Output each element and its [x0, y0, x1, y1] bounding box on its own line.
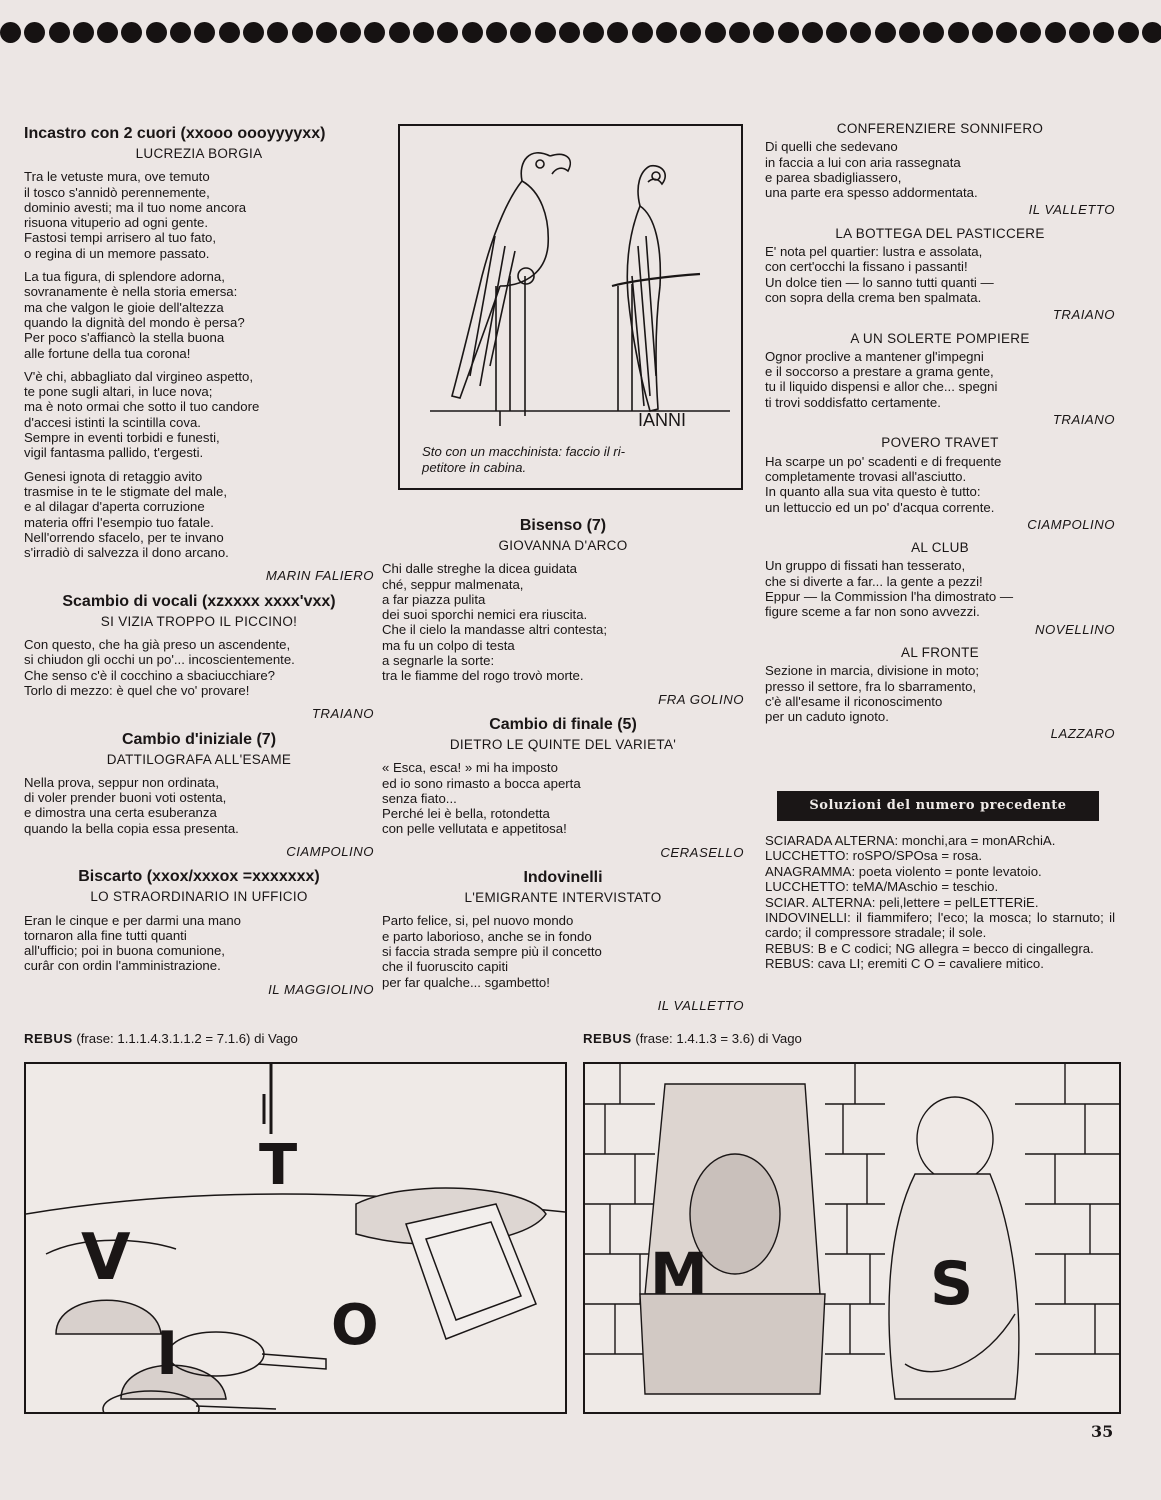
rebus2-letter-m: M [650, 1240, 708, 1308]
verse-line: quando la bella copia essa presenta. [24, 820, 239, 836]
border-dot [292, 22, 313, 43]
verse-line: Eppur — la Commission l'ha dimostrato — [765, 589, 1014, 605]
puzzle-subtitle: LUCREZIA BORGIA [135, 146, 263, 161]
border-dot [680, 22, 701, 43]
stanza [24, 369, 374, 461]
cartoon-signature: IANNI [638, 410, 687, 430]
verse-line: s'irradiò di salvezza il dono arcano. [24, 545, 229, 561]
verse-line: in faccia a lui con aria rassegnata [765, 154, 961, 170]
short-poem [765, 540, 1115, 637]
verse-line: ma che valgon le gioie dell'altezza [24, 299, 224, 315]
author-name: NOVELLINO [1035, 621, 1115, 637]
verse-line: che il fuoruscito capiti [382, 959, 509, 975]
author-name: IL VALLETTO [1028, 202, 1115, 218]
verse-line: Fastosi tempi arrisero al tuo fato, [24, 230, 217, 246]
author-name: CIAMPOLINO [286, 843, 374, 859]
rebus2-panel [583, 1062, 1121, 1414]
verse-line: tra le fiamme del rogo trovò morte. [382, 668, 584, 684]
verse-line: ma fu un colpo di testa [382, 637, 515, 653]
author-name: TRAIANO [1052, 412, 1115, 428]
column-2 [382, 516, 744, 1021]
border-dot [462, 22, 483, 43]
puzzle-title: Indovinelli [523, 869, 603, 887]
border-dot [948, 22, 969, 43]
verse-line: si faccia strada sempre più il concetto [382, 943, 602, 959]
puzzle-title: Cambio di finale (5) [489, 715, 637, 733]
puzzle-subtitle: DATTILOGRAFA ALL'ESAME [106, 751, 292, 767]
puzzle-title: Biscarto (xxox/xxxox =xxxxxxx) [78, 868, 320, 886]
poem-title: AL FRONTE [901, 644, 979, 660]
verse-line: Con questo, che ha già preso un ascendente, [24, 637, 291, 653]
stanza [24, 269, 374, 361]
border-dot [875, 22, 896, 43]
verse-line: una parte era spesso addormentata. [765, 185, 978, 201]
border-dot [899, 22, 920, 43]
verse-line: Un dolce tien — lo sanno tutti quanti — [765, 274, 994, 290]
border-dot [996, 22, 1017, 43]
page-number: 35 [1091, 1422, 1114, 1441]
stanza [24, 469, 374, 561]
rebus2-label [583, 1031, 802, 1046]
poem-title: POVERO TRAVET [881, 435, 999, 451]
solution-item: REBUS: B e C codici; NG allegra = becco di cingallegra. [765, 940, 1094, 956]
verse-line: Ognor proclive a mantener gl'impegni [765, 348, 984, 364]
border-dot [1045, 22, 1066, 43]
solution-item: REBUS: cava LI; eremiti C O = cavaliere mitico. [765, 956, 1044, 972]
border-dot [219, 22, 240, 43]
border-dot [170, 22, 191, 43]
verse-line: un lettuccio ed un po' d'acqua corrente. [765, 499, 995, 515]
border-dot [340, 22, 361, 43]
stanza [382, 561, 744, 683]
verse-line: e dimostra una certa esuberanza [24, 805, 217, 821]
solution-item: SCIARADA ALTERNA: monchi,ara = monARchiA. [765, 833, 1056, 848]
stanza [24, 637, 374, 698]
verse-line: ché, seppur malmenata, [382, 576, 524, 592]
verse-line: e parto laborioso, anche se in fondo [382, 928, 592, 944]
border-dot [389, 22, 410, 43]
author-name: MARIN FALIERO [265, 568, 374, 584]
border-dot [267, 22, 288, 43]
verse-line: il tosco s'annidò perennemente, [24, 184, 210, 200]
rebus1-illustration [26, 1064, 565, 1412]
border-dot [972, 22, 993, 43]
border-dot [729, 22, 750, 43]
rebus2-illustration [585, 1064, 1119, 1412]
border-dot [73, 22, 94, 43]
verse-line: c'è all'esame il riconoscimento [765, 693, 943, 709]
verse-line: che si diverte a far... la gente a pezzi! [765, 573, 983, 589]
puzzle-subtitle: DIETRO LE QUINTE DEL VARIETA' [449, 736, 677, 752]
author-name: TRAIANO [311, 706, 374, 722]
verse-line: materia offri l'esempio tuo fatale. [24, 514, 214, 530]
verse-line: Chi dalle streghe la dicea guidata [382, 561, 578, 577]
column-3 [765, 121, 1115, 750]
rebus2-letter-s: S [930, 1249, 974, 1319]
verse-line: V'è chi, abbagliato dal virgineo aspetto, [24, 368, 254, 384]
border-dot [24, 22, 45, 43]
rebus1-letter-t: T [259, 1133, 298, 1198]
border-dot [510, 22, 531, 43]
verse-line: vigil fantasma pallido, t'ergesti. [24, 445, 204, 461]
border-dot [1020, 22, 1041, 43]
border-dot [535, 22, 556, 43]
puzzle-title: Cambio d'iniziale (7) [121, 730, 277, 748]
border-dot [923, 22, 944, 43]
poem-title: AL CLUB [911, 540, 969, 556]
verse-line: ma è noto ormai che sotto il tuo candore [24, 399, 260, 415]
border-dot [97, 22, 118, 43]
verse-line: trasmise in te le stigmate del male, [24, 483, 228, 499]
border-dot [243, 22, 264, 43]
dotted-border [0, 22, 1161, 52]
verse-line: Sempre in eventi torbidi e funesti, [24, 430, 220, 446]
border-dot [1118, 22, 1139, 43]
verse-line: Eran le cinque e per darmi una mano [24, 912, 241, 928]
verse-line: Tra le vetuste mura, ove temuto [24, 169, 210, 185]
verse-line: di voler prender buoni voti ostenta, [24, 790, 227, 806]
verse-line: Nella prova, seppur non ordinata, [24, 774, 220, 790]
border-dot [802, 22, 823, 43]
solution-item: SCIAR. ALTERNA: peli,lettere = pelLETTERiE. [765, 894, 1039, 910]
verse-line: Genesi ignota di retaggio avito [24, 468, 203, 484]
border-dot [1093, 22, 1114, 43]
author-name: CIAMPOLINO [1027, 516, 1115, 532]
verse-line: ti trovi soddisfatto certamente. [765, 394, 941, 410]
verse-line: ed io sono rimasto a bocca aperta [382, 775, 581, 791]
poem-title: CONFERENZIERE SONNIFERO [836, 121, 1044, 136]
stanza [24, 775, 374, 836]
border-dot [1069, 22, 1090, 43]
verse-line: « Esca, esca! » mi ha imposto [382, 760, 558, 776]
solution-item: LUCCHETTO: teMA/MAschio = teschio. [765, 879, 999, 895]
verse-line: all'ufficio; poi in buona comunione, [24, 943, 225, 959]
border-dot [0, 22, 21, 43]
rebus1-letter-v: V [81, 1221, 131, 1295]
verse-line: alle fortune della tua corona! [24, 345, 191, 361]
author-name: FRA GOLINO [658, 691, 744, 707]
verse-line: o regina di un memore passato. [24, 245, 210, 261]
poem-title: A UN SOLERTE POMPIERE [850, 330, 1030, 346]
stanza [24, 169, 374, 261]
verse-line: tu il liquido dispensi e allor che... spegni [765, 379, 998, 395]
parrot-cartoon [398, 124, 743, 490]
verse-line: e parea sbadigliassero, [765, 169, 902, 185]
puzzle-title: Incastro con 2 cuori (xxooo oooyyyyxx) [24, 125, 326, 142]
stanza [382, 913, 744, 989]
puzzle-title: Bisenso (7) [519, 517, 607, 534]
caption-line: petitore in cabina. [422, 460, 527, 475]
border-dot [583, 22, 604, 43]
border-dot [705, 22, 726, 43]
verse-line: Sezione in marcia, divisione in moto; [765, 663, 980, 679]
verse-line: a segnarle la sorte: [382, 653, 495, 669]
puzzle-title: Scambio di vocali (xzxxxx xxxx'vxx) [62, 592, 336, 610]
rebus2-title: REBUS [583, 1031, 632, 1046]
author-name: LAZZARO [1050, 726, 1115, 742]
puzzle-subtitle: LO STRAORDINARIO IN UFFICIO [90, 889, 308, 905]
border-dot [850, 22, 871, 43]
border-dot [364, 22, 385, 43]
short-poem [765, 331, 1115, 428]
author-name: IL VALLETTO [657, 997, 744, 1013]
rebus1-panel [24, 1062, 567, 1414]
verse-line: Che senso c'è il cocchino a sbaciucchiare? [24, 667, 276, 683]
border-dot [559, 22, 580, 43]
short-poem [765, 435, 1115, 532]
verse-line: presso il settore, fra lo sbarramento, [765, 678, 977, 694]
border-dot [486, 22, 507, 43]
verse-line: per un caduto ignoto. [765, 709, 889, 725]
solutions-list [765, 833, 1115, 972]
border-dot [316, 22, 337, 43]
solution-item: INDOVINELLI: il fiammifero; l'eco; la mosca; lo starnuto; il cardo; il compressore stradale; il sole. [765, 910, 1115, 941]
puzzle-subtitle: SI VIZIA TROPPO IL PICCINO! [100, 613, 298, 629]
verse-line: te pone sugli altari, in luce nova; [24, 384, 213, 400]
parrots-illustration [400, 126, 741, 436]
solutions-header: Soluzioni del numero precedente [777, 791, 1099, 821]
verse-line: La tua figura, di splendore adorna, [24, 269, 225, 285]
rebus2-info: (frase: 1.4.1.3 = 3.6) di Vago [635, 1031, 802, 1046]
rebus1-title: REBUS [24, 1031, 73, 1046]
verse-line: dominio avesti; ma il tuo nome ancora [24, 199, 247, 215]
border-dot [49, 22, 70, 43]
verse-line: d'accesi istinti la scintilla cova. [24, 414, 201, 430]
verse-line: senza fiato... [382, 790, 457, 806]
verse-line: E' nota pel quartier: lustra e assolata, [765, 244, 983, 260]
short-poem [765, 226, 1115, 323]
border-dot [778, 22, 799, 43]
verse-line: Torlo di mezzo: è quel che vo' provare! [24, 682, 250, 698]
verse-line: risuona vituperio ad ogni gente. [24, 215, 209, 231]
stanza [382, 760, 744, 836]
short-poem [765, 121, 1115, 218]
border-dot [632, 22, 653, 43]
author-name: CERASELLO [660, 844, 744, 860]
poem-title: LA BOTTEGA DEL PASTICCERE [835, 225, 1045, 241]
border-dot [146, 22, 167, 43]
solution-item: LUCCHETTO: roSPO/SPOsa = rosa. [765, 848, 983, 864]
border-dot [194, 22, 215, 43]
verse-line: con sopra della crema ben spalmata. [765, 289, 982, 305]
border-dot [826, 22, 847, 43]
verse-line: Nell'orrendo sfacelo, per te invano [24, 529, 224, 545]
border-dot [607, 22, 628, 43]
verse-line: con cert'occhi la fissano i passanti! [765, 259, 968, 275]
border-dot [121, 22, 142, 43]
rebus1-label [24, 1031, 298, 1046]
verse-line: e al dilagar d'aperta corruzione [24, 499, 205, 515]
verse-line: tornaron alla fine tutti quanti [24, 927, 187, 943]
verse-line: Parto felice, si, pel nuovo mondo [382, 913, 574, 929]
verse-line: curâr con ordin l'amministrazione. [24, 958, 221, 974]
puzzle-subtitle: GIOVANNA D'ARCO [498, 538, 628, 553]
verse-line: Un gruppo di fissati han tesserato, [765, 558, 966, 574]
author-name: TRAIANO [1052, 307, 1115, 323]
verse-line: si chiudon gli occhi un po'... incoscientemente. [24, 652, 295, 668]
author-name: IL MAGGIOLINO [268, 981, 374, 997]
verse-line: completamente trovasi all'asciutto. [765, 468, 967, 484]
rebus1-info: (frase: 1.1.1.4.3.1.1.2 = 7.1.6) di Vago [76, 1031, 298, 1046]
verse-line: In quanto alla sua vita questo è tutto: [765, 484, 981, 500]
verse-line: Che il cielo la mandasse altri contesta; [382, 622, 608, 638]
verse-line: quando la dignità del mondo è persa? [24, 314, 245, 330]
solution-item: ANAGRAMMA: poeta violento = ponte levatoio. [765, 863, 1042, 879]
column-1 [24, 124, 374, 1005]
verse-line: con pelle vellutata e appetitosa! [382, 821, 567, 837]
border-dot [1142, 22, 1161, 43]
rebus1-letter-o: O [331, 1293, 379, 1358]
border-dot [413, 22, 434, 43]
verse-line: per far qualche... sgambetto! [382, 974, 550, 990]
verse-line: dei suoi sporchi nemici era riuscita. [382, 607, 588, 623]
rebus1-letter-i: I [156, 1319, 179, 1389]
verse-line: Per poco s'affiancò la stella buona [24, 330, 225, 346]
verse-line: figure sceme a far non sono avvezzi. [765, 604, 980, 620]
verse-line: Di quelli che sedevano [765, 139, 898, 155]
verse-line: sovranamente è nella storia emersa: [24, 284, 238, 300]
puzzle-subtitle: L'EMIGRANTE INTERVISTATO [464, 890, 662, 906]
verse-line: Ha scarpe un po' scadenti e di frequente [765, 453, 1002, 469]
cartoon-caption [422, 444, 722, 476]
caption-line: Sto con un macchinista: faccio il ri- [422, 444, 626, 459]
verse-line: Perché lei è bella, rotondetta [382, 806, 550, 822]
border-dot [437, 22, 458, 43]
verse-line: e il soccorso a prestare a grama gente, [765, 364, 994, 380]
border-dot [753, 22, 774, 43]
border-dot [656, 22, 677, 43]
stanza [24, 913, 374, 974]
short-poem [765, 645, 1115, 742]
verse-line: a far piazza pulita [382, 591, 486, 607]
